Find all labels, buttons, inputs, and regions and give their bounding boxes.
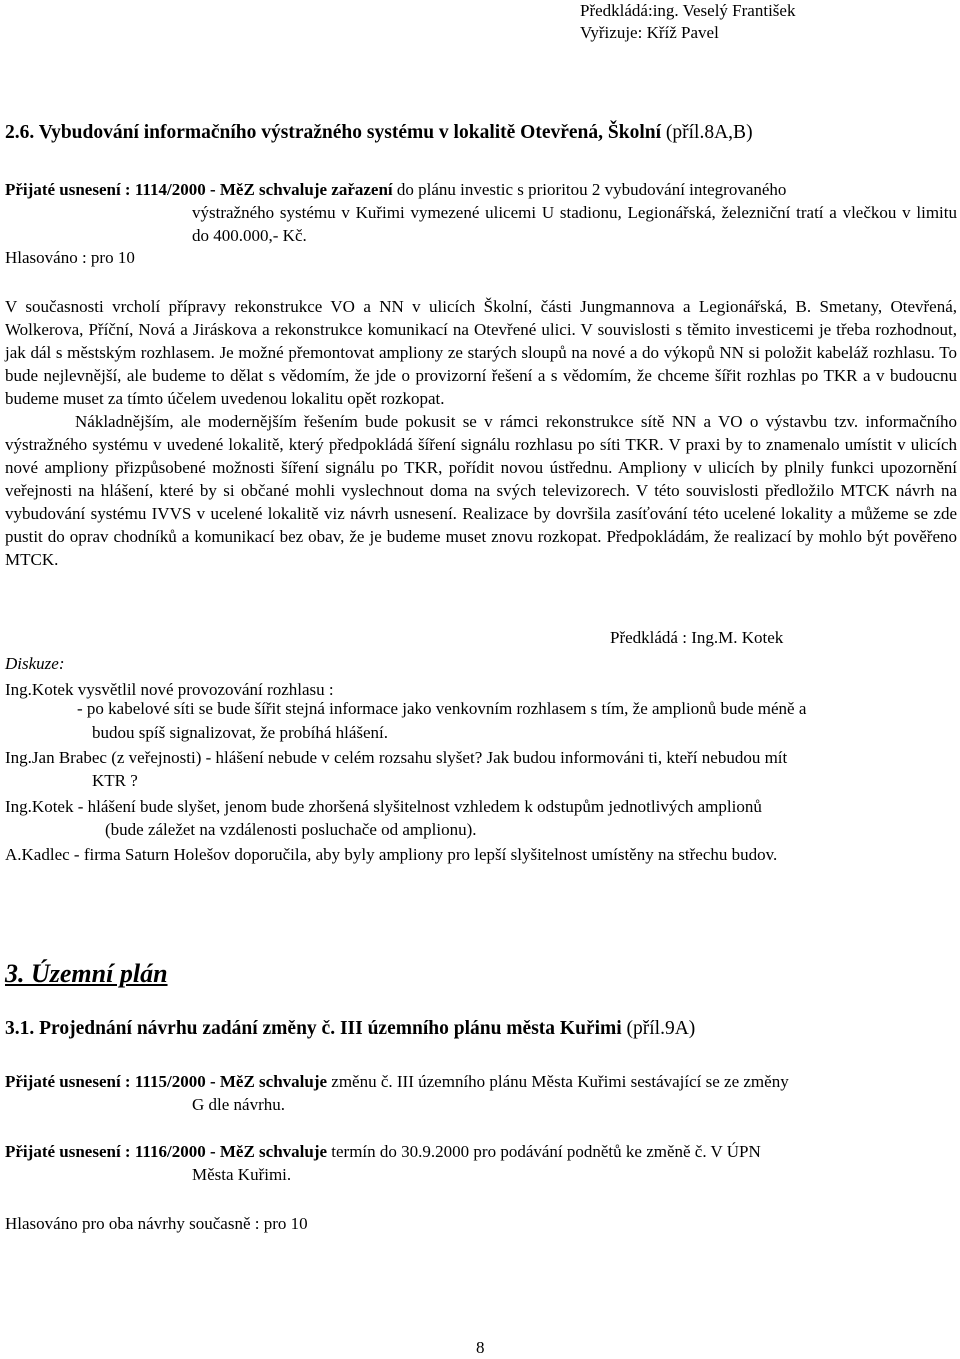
section-3-1-title: 3.1. Projednání návrhu zadání změny č. III územního plánu města Kuřimi (příl.9A) [5,1018,696,1039]
resolution-1116: Přijaté usnesení : 1116/2000 - MěZ schvaluje termín do 30.9.2000 pro podávání podnětů ke změně č. V ÚPN Města Kuřimi. [5,1142,761,1184]
discussion-kadlec: A.Kadlec - firma Saturn Holešov doporučila, aby byly ampliony pro lepší slyšitelnost umístěny na střechu budov. [5,845,778,864]
section-3-title: 3. Územní plán [5,959,168,988]
resolution-1114-first-line: Přijaté usnesení : 1114/2000 - MěZ schvaluje zařazení do plánu investic s prioritou 2 vybudování integrovaného [5,180,787,199]
discussion-brabec-b: KTR ? [92,771,138,790]
discussion-kotek-1-point-a: - po kabelové síti se bude šířit stejná informace jako venkovním rozhlasem s tím, že amplionů bude méně a [77,699,807,718]
section-2-6-title: 2.6. Vybudování informačního výstražného systému v lokalitě Otevřená, Školní (příl.8A,B) [5,122,753,143]
section-2-6-body [5,295,957,571]
discussion-kotek-1-point-b: budou spíš signalizovat, že probíhá hlášení. [92,723,389,742]
vote-1114: Hlasováno : pro 10 [5,248,135,267]
header-predklada: Předkládá:ing. Veselý František [580,1,796,20]
discussion-kotek-2-a: Ing.Kotek - hlášení bude slyšet, jenom bude zhoršená slyšitelnost vzhledem k odstupům jednotlivých amplionů [5,797,762,816]
header-vyrizuje: Vyřizuje: Kříž Pavel [580,23,719,42]
discussion-label: Diskuze: [5,654,65,673]
resolution-1115: Přijaté usnesení : 1115/2000 - MěZ schvaluje změnu č. III územního plánu Města Kuřimi sestávající se ze změny G dle návrhu. [5,1072,789,1114]
page-number: 8 [476,1338,485,1357]
paragraph-current-state: V současnosti vrcholí přípravy rekonstrukce VO a NN v ulicích Školní, části Jungmannova a Legionářská, B. Smetany, Otevřená, Wolkerova, Příční, Nová a Jiráskova a rekonstrukce komunikací na Otevřené ulici. V souvislosti s těmito investicemi je třeba rozhodnout, jak dál s městským rozhlasem. Je možné přemontovat ampliony ze starých sloupů na nové a do výkopů NN si položit kabeláž rozhlasu. To bude nejlevnější, ale budeme to dělat s vědomím, že jde o provizorní řešení a s vědomím, že chceme šířit rozhlas po TKR a v budoucnu budeme muset za tímto účelem uvedenou lokalitu opět rozkopat. [5,297,957,408]
discussion-kotek-1: Ing.Kotek vysvětlil nové provozování rozhlasu : [5,680,334,699]
resolution-1114-continuation: výstražného systému v Kuřimi vymezené ulicemi U stadionu, Legionářská, železniční tratí a vlečkou v limitu do 400.000,- Kč. [192,203,957,245]
presenter: Předkládá : Ing.M. Kotek [610,628,784,647]
vote-section-3: Hlasováno pro oba návrhy současně : pro 10 [5,1214,308,1233]
discussion-brabec-a: Ing.Jan Brabec (z veřejnosti) - hlášení nebude v celém rozsahu slyšet? Jak budou informováni ti, kteří nebudou mít [5,748,788,767]
discussion-kotek-2-b: (bude záležet na vzdálenosti posluchače od amplionu). [105,820,477,839]
paragraph-proposal: Nákladnějším, ale modernějším řešením bude pokusit se v rámci rekonstrukce sítě NN a VO o výstavbu tzv. informačního výstražného systému v uvedené lokalitě, který předpokládá šíření signálu rozhlasu po síti TKR. V praxi by to znamenalo umístit v ulicích nové ampliony přizpůsobené možnosti šíření signálu po TKR, pořídit novou ústřednu. Ampliony v ulicích by plnily funkci upozornění veřejnosti na hlášení, které by si občané mohli vyslechnout doma na svých televizorech. V této souvislosti předložilo MTCK návrh na vybudování systému IVVS v ucelené lokalitě viz návrh usnesení. Realizace by dovršila zasíťování této ucelené lokality a můžeme se zde pustit do oprav chodníků a komunikací bez obav, že je budeme muset znovu rozkopat. Předpokládám, že realizací by mohlo být pověřeno MTCK. [5,412,957,569]
resolution-1114 [5,178,957,247]
